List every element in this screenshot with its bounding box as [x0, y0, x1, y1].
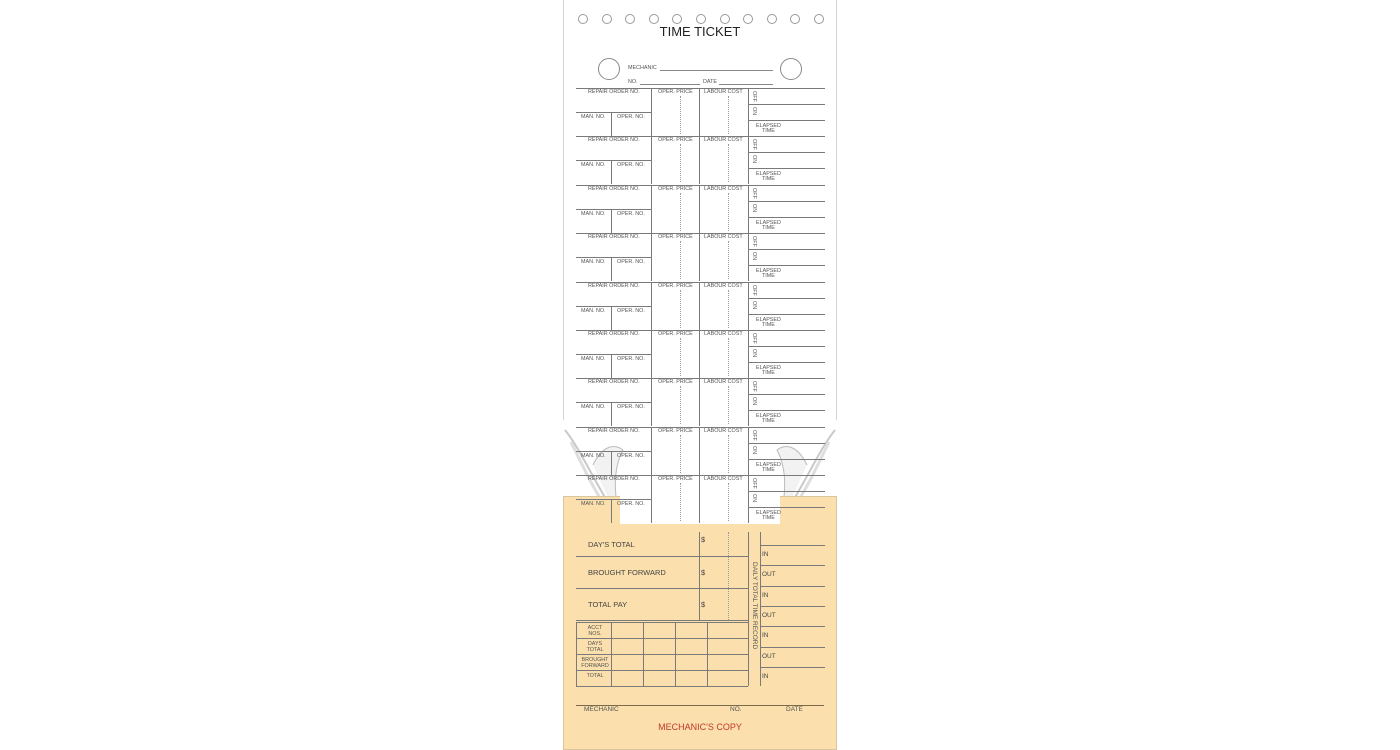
mid-rule	[576, 451, 651, 452]
in-out-label: IN	[762, 672, 769, 680]
mid-rule	[576, 209, 651, 210]
acct-col-rule	[707, 622, 708, 686]
on-label: ON	[751, 107, 757, 116]
in-out-rule	[760, 647, 825, 648]
oper-price-label: OPER. PRICE	[658, 331, 693, 337]
off-field[interactable]	[760, 235, 823, 247]
oper-no-label: OPER. NO.	[617, 501, 645, 508]
copy-rule	[576, 588, 748, 589]
time-label: TIME	[762, 176, 775, 183]
footer-date-label: DATE	[786, 706, 803, 713]
brought-forward-currency: $	[701, 568, 706, 577]
price-dotted	[680, 241, 681, 279]
time-divider	[748, 475, 749, 523]
labour-cost-label: LABOUR COST	[704, 476, 743, 483]
man-no-label: MAN. NO.	[581, 162, 606, 169]
labour-divider	[699, 233, 700, 281]
mid-rule	[576, 257, 651, 258]
off-rule	[748, 152, 825, 153]
days-total-currency: $	[701, 535, 706, 544]
labour-dotted	[728, 435, 729, 473]
time-label: TIME	[762, 321, 775, 328]
on-field[interactable]	[760, 106, 823, 118]
man-no-label: MAN. NO.	[581, 307, 606, 314]
man-oper-divider	[611, 257, 612, 281]
punch-hole	[649, 14, 659, 24]
off-label: OFF	[751, 478, 757, 489]
in-out-label: OUT	[762, 571, 776, 579]
labour-cost-label: LABOUR COST	[704, 89, 743, 95]
in-out-rule	[760, 606, 825, 607]
time-label: TIME	[762, 273, 775, 280]
in-out-rule	[760, 667, 825, 668]
oper-no-label: OPER. NO.	[617, 356, 645, 362]
labour-dotted	[728, 96, 729, 134]
price-divider	[651, 330, 652, 378]
labour-cost-label: LABOUR COST	[704, 185, 743, 192]
acct-col-rule	[748, 622, 749, 686]
repair-order-label: REPAIR ORDER NO.	[588, 185, 640, 192]
on-label: ON	[751, 445, 757, 454]
price-dotted	[680, 435, 681, 473]
man-oper-divider	[611, 209, 612, 233]
acct-col-rule	[576, 622, 577, 686]
oper-no-label: OPER. NO.	[617, 404, 645, 411]
punch-hole	[602, 14, 612, 24]
off-rule	[748, 394, 825, 395]
time-label: TIME	[762, 418, 775, 425]
on-field[interactable]	[760, 300, 823, 312]
elapsed-label: ELAPSED	[756, 413, 781, 420]
date-label: DATE	[703, 79, 717, 85]
date-field[interactable]	[719, 84, 773, 85]
time-label: TIME	[762, 224, 775, 231]
acct-col-rule	[643, 622, 644, 686]
elapsed-label: ELAPSED	[756, 510, 781, 517]
labour-dotted	[728, 290, 729, 328]
off-field[interactable]	[760, 284, 823, 296]
on-field[interactable]	[760, 203, 823, 215]
mid-rule	[576, 354, 651, 355]
off-label: OFF	[751, 91, 757, 102]
off-rule	[748, 104, 825, 105]
man-no-label: MAN. NO.	[581, 210, 606, 217]
acct-col-rule	[611, 622, 612, 686]
on-field[interactable]	[760, 396, 823, 408]
off-label: OFF	[751, 284, 757, 296]
on-rule	[748, 507, 825, 508]
total-pay-currency: $	[701, 600, 706, 609]
acct-row-rule	[576, 654, 748, 655]
off-field[interactable]	[760, 90, 823, 102]
total-pay-label: TOTAL PAY	[588, 600, 628, 609]
mid-rule	[576, 402, 651, 403]
in-out-rule	[760, 586, 825, 587]
oper-price-label: OPER. PRICE	[658, 89, 693, 95]
copy-rule	[576, 556, 748, 557]
price-dotted	[680, 338, 681, 376]
price-divider	[651, 233, 652, 281]
on-label: ON	[751, 252, 757, 261]
labour-divider	[699, 475, 700, 523]
off-field[interactable]	[760, 332, 823, 344]
on-label: ON	[751, 349, 757, 358]
binder-hole-left	[598, 58, 620, 80]
labour-divider	[699, 427, 700, 475]
off-field[interactable]	[760, 477, 823, 489]
on-field[interactable]	[760, 251, 823, 263]
time-divider	[748, 185, 749, 233]
copy-rule	[576, 620, 748, 621]
man-no-label: MAN. NO.	[581, 452, 606, 459]
off-field[interactable]	[760, 429, 823, 441]
man-oper-divider	[611, 451, 612, 475]
elapsed-label: ELAPSED	[756, 365, 781, 371]
elapsed-label: ELAPSED	[756, 316, 781, 323]
in-out-label: OUT	[762, 652, 776, 660]
man-oper-divider	[611, 354, 612, 378]
off-label: OFF	[751, 187, 757, 199]
labour-cost-label: LABOUR COST	[704, 331, 743, 337]
on-field[interactable]	[760, 445, 823, 457]
off-rule	[748, 249, 825, 250]
man-oper-divider	[611, 112, 612, 136]
price-dotted	[680, 483, 681, 521]
mechanic-label: MECHANIC	[628, 65, 657, 71]
labour-cost-label: LABOUR COST	[704, 282, 743, 289]
punch-hole	[720, 14, 730, 24]
footer-no-label: NO.	[730, 706, 742, 713]
price-divider	[651, 185, 652, 233]
off-rule	[748, 443, 825, 444]
off-rule	[748, 298, 825, 299]
repair-order-label: REPAIR ORDER NO.	[588, 379, 640, 386]
labour-dotted	[728, 483, 729, 521]
oper-no-label: OPER. NO.	[617, 210, 645, 217]
repair-order-label: REPAIR ORDER NO.	[588, 89, 640, 95]
mid-rule	[576, 160, 651, 161]
on-rule	[748, 410, 825, 411]
time-label: TIME	[762, 515, 775, 522]
record-inner-border	[760, 532, 761, 686]
on-field[interactable]	[760, 493, 823, 505]
oper-no-label: OPER. NO.	[617, 259, 645, 266]
off-label: OFF	[751, 333, 757, 344]
man-oper-divider	[611, 499, 612, 523]
man-no-label: MAN. NO.	[581, 404, 606, 411]
price-dotted	[680, 144, 681, 182]
time-divider	[748, 378, 749, 426]
on-field[interactable]	[760, 154, 823, 166]
time-divider	[748, 330, 749, 378]
oper-price-label: OPER. PRICE	[658, 185, 693, 192]
labour-divider	[699, 378, 700, 426]
oper-price-label: OPER. PRICE	[658, 476, 693, 483]
brought-forward-label: BROUGHT FORWARD	[588, 568, 666, 577]
price-divider	[651, 136, 652, 184]
acct-row-rule	[576, 638, 748, 639]
labour-divider	[699, 282, 700, 330]
acct-row-label: BROUGHT FORWARD	[581, 657, 609, 669]
elapsed-label: ELAPSED	[756, 268, 781, 275]
on-field[interactable]	[760, 348, 823, 360]
elapsed-label: ELAPSED	[756, 461, 781, 468]
off-label: OFF	[751, 381, 757, 393]
on-rule	[748, 362, 825, 363]
price-dotted	[680, 386, 681, 424]
acct-row-rule	[576, 670, 748, 671]
man-no-label: MAN. NO.	[581, 356, 606, 362]
time-divider	[748, 282, 749, 330]
repair-order-label: REPAIR ORDER NO.	[588, 282, 640, 289]
oper-no-label: OPER. NO.	[617, 162, 645, 169]
price-divider	[651, 282, 652, 330]
punch-hole	[814, 14, 824, 24]
oper-price-label: OPER. PRICE	[658, 427, 693, 434]
in-out-label: OUT	[762, 611, 776, 619]
labour-cost-label: LABOUR COST	[704, 427, 743, 434]
mid-rule	[576, 499, 651, 500]
acct-row-label: DAYS TOTAL	[586, 641, 604, 653]
time-label: TIME	[762, 466, 775, 473]
in-out-rule	[760, 626, 825, 627]
on-rule	[748, 120, 825, 121]
labour-divider	[699, 88, 700, 136]
time-divider	[748, 88, 749, 136]
punch-hole	[696, 14, 706, 24]
acct-row-label: TOTAL	[586, 673, 604, 679]
mechanics-copy-title: MECHANIC'S COPY	[658, 722, 742, 732]
off-field[interactable]	[760, 380, 823, 392]
acct-row-label: ACCT NOS.	[587, 625, 603, 637]
on-rule	[748, 459, 825, 460]
oper-no-label: OPER. NO.	[617, 114, 645, 120]
off-rule	[748, 346, 825, 347]
mid-rule	[576, 112, 651, 113]
in-out-rule	[760, 565, 825, 566]
off-label: OFF	[751, 429, 757, 441]
labour-cost-label: LABOUR COST	[704, 379, 743, 386]
time-divider	[748, 427, 749, 475]
man-oper-divider	[611, 306, 612, 330]
elapsed-label: ELAPSED	[756, 219, 781, 226]
elapsed-label: ELAPSED	[756, 171, 781, 178]
off-field[interactable]	[760, 187, 823, 199]
in-out-label: IN	[762, 551, 769, 558]
repair-order-label: REPAIR ORDER NO.	[588, 427, 640, 434]
on-label: ON	[751, 397, 757, 406]
acct-row-rule	[576, 686, 748, 687]
mid-rule	[576, 306, 651, 307]
copy-divider	[699, 532, 700, 620]
oper-price-label: OPER. PRICE	[658, 137, 693, 144]
labour-divider	[699, 330, 700, 378]
oper-price-label: OPER. PRICE	[658, 282, 693, 289]
in-out-label: IN	[762, 591, 769, 599]
labour-dotted	[728, 386, 729, 424]
labour-cost-label: LABOUR COST	[704, 234, 743, 241]
time-divider	[748, 233, 749, 281]
time-label: TIME	[762, 128, 775, 134]
price-dotted	[680, 193, 681, 231]
repair-order-label: REPAIR ORDER NO.	[588, 234, 640, 241]
mechanic-field[interactable]	[660, 70, 773, 71]
on-rule	[748, 168, 825, 169]
labour-dotted	[728, 241, 729, 279]
price-dotted	[680, 290, 681, 328]
time-divider	[748, 136, 749, 184]
repair-order-label: REPAIR ORDER NO.	[588, 476, 640, 483]
acct-col-rule	[675, 622, 676, 686]
punch-hole	[578, 14, 588, 24]
price-dotted	[680, 96, 681, 134]
ticket-title: TIME TICKET	[659, 24, 741, 39]
days-total-label: DAY'S TOTAL	[588, 540, 635, 549]
in-out-label: IN	[762, 632, 769, 640]
labour-dotted	[728, 144, 729, 182]
daily-total-time-record-label: DAILY TOTAL TIME RECORD	[751, 562, 758, 650]
labour-divider	[699, 185, 700, 233]
man-no-label: MAN. NO.	[581, 259, 606, 266]
punch-hole	[767, 14, 777, 24]
off-rule	[748, 201, 825, 202]
oper-price-label: OPER. PRICE	[658, 379, 693, 386]
oper-no-label: OPER. NO.	[617, 307, 645, 314]
time-label: TIME	[762, 370, 775, 376]
price-divider	[651, 88, 652, 136]
copy-dotted-divider	[728, 532, 729, 620]
on-rule	[748, 265, 825, 266]
off-field[interactable]	[760, 138, 823, 150]
binder-hole-right	[780, 58, 802, 80]
man-oper-divider	[611, 402, 612, 426]
footer-mechanic-label: MECHANIC	[584, 706, 619, 713]
in-out-rule	[760, 545, 825, 546]
elapsed-label: ELAPSED	[756, 123, 781, 129]
man-oper-divider	[611, 160, 612, 184]
on-rule	[748, 217, 825, 218]
repair-order-label: REPAIR ORDER NO.	[588, 137, 640, 144]
man-no-label: MAN. NO.	[581, 501, 606, 508]
labour-dotted	[728, 193, 729, 231]
off-label: OFF	[751, 236, 757, 247]
on-label: ON	[751, 203, 757, 212]
on-label: ON	[751, 494, 757, 503]
off-rule	[748, 491, 825, 492]
price-divider	[651, 427, 652, 475]
labour-cost-label: LABOUR COST	[704, 137, 743, 144]
price-divider	[651, 378, 652, 426]
on-label: ON	[751, 300, 757, 309]
acct-row-rule	[576, 622, 748, 623]
off-label: OFF	[751, 139, 757, 151]
no-label: NO.	[628, 79, 638, 85]
on-rule	[748, 314, 825, 315]
oper-no-label: OPER. NO.	[617, 452, 645, 459]
repair-order-label: REPAIR ORDER NO.	[588, 331, 640, 337]
labour-divider	[699, 136, 700, 184]
man-no-label: MAN. NO.	[581, 114, 606, 120]
no-field[interactable]	[640, 84, 700, 85]
oper-price-label: OPER. PRICE	[658, 234, 693, 241]
on-label: ON	[751, 155, 757, 164]
price-divider	[651, 475, 652, 523]
labour-dotted	[728, 338, 729, 376]
